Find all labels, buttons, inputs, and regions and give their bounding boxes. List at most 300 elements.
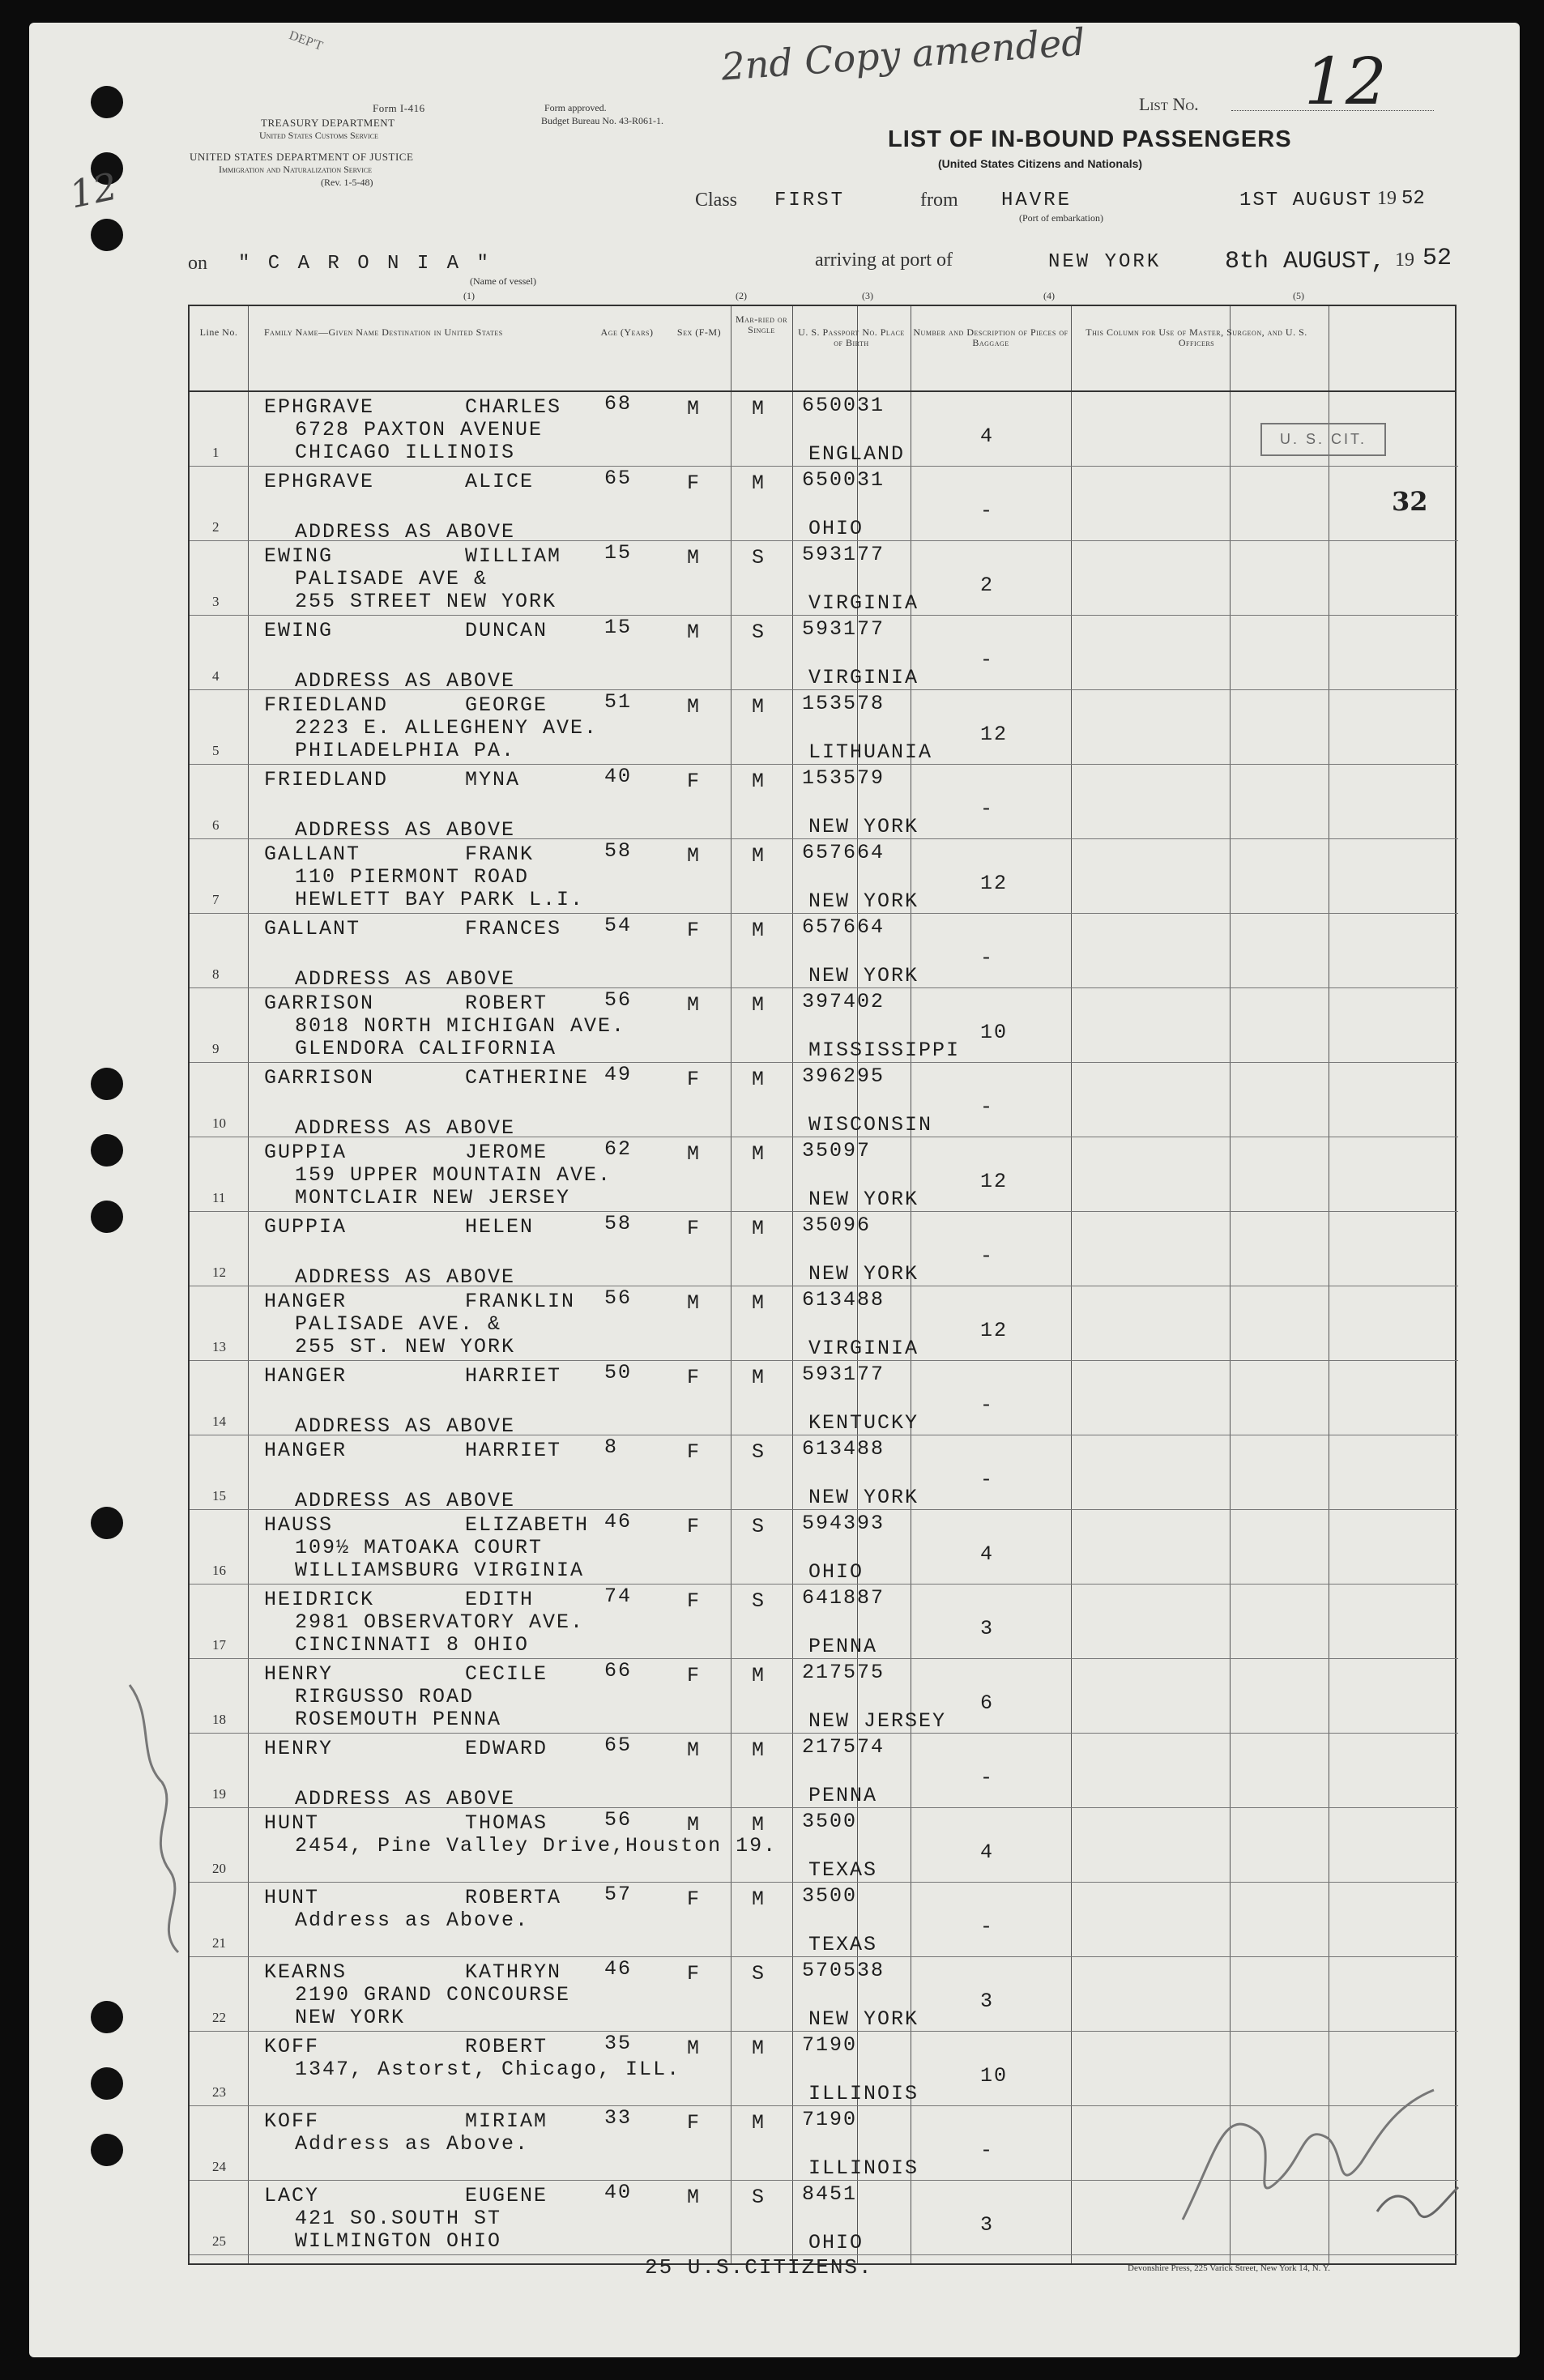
- officer-note: 32: [1392, 486, 1428, 517]
- line-number: 11: [212, 1190, 226, 1205]
- sex: M: [687, 844, 702, 868]
- table-row: [190, 1883, 1458, 1957]
- officer-signature: [1167, 2058, 1474, 2244]
- address-line-2: ADDRESS AS ABOVE: [295, 1414, 516, 1438]
- line-number: 22: [212, 2010, 226, 2025]
- place-of-birth: NEW YORK: [808, 964, 919, 987]
- place-of-birth: MISSISSIPPI: [808, 1039, 961, 1062]
- line-number: 21: [212, 1935, 226, 1951]
- family-name: KEARNS: [264, 1960, 348, 1984]
- punch-hole: [91, 86, 123, 118]
- passport-number: 153579: [802, 766, 885, 790]
- baggage-count: 10: [980, 1021, 1009, 1044]
- address-line-2: GLENDORA CALIFORNIA: [295, 1037, 557, 1060]
- table-row: [190, 988, 1458, 1063]
- address-line-2: ADDRESS AS ABOVE: [295, 818, 516, 842]
- age: 58: [604, 839, 633, 863]
- marital-status: M: [752, 397, 766, 420]
- table-row: [190, 541, 1458, 616]
- age: 65: [604, 1734, 633, 1757]
- baggage-count: 12: [980, 1170, 1009, 1193]
- age: 40: [604, 765, 633, 788]
- age: 46: [604, 1957, 633, 1981]
- punch-hole: [91, 1507, 123, 1539]
- line-number: 13: [212, 1339, 226, 1354]
- header-officers: This Column for Use of Master, Surgeon, and U. S. Officers: [1085, 326, 1307, 348]
- address-line-1: 159 UPPER MOUNTAIN AVE.: [295, 1163, 612, 1187]
- col-num-3: (3): [862, 290, 873, 301]
- table-row: [190, 914, 1458, 991]
- baggage-count: 3: [980, 1990, 995, 2013]
- passport-number: 650031: [802, 468, 885, 492]
- marital-status: M: [752, 1664, 766, 1687]
- arriving-label: arriving at port of: [815, 250, 953, 271]
- marital-status: M: [752, 695, 766, 719]
- passport-number: 657664: [802, 841, 885, 864]
- age: 46: [604, 1510, 633, 1533]
- passport-number: 657664: [802, 915, 885, 939]
- address-line-1: 1347, Astorst, Chicago, ILL.: [295, 2058, 681, 2081]
- age: 56: [604, 1808, 633, 1832]
- vessel-caption: (Name of vessel): [470, 275, 536, 287]
- marital-status: M: [752, 1813, 766, 1836]
- passport-number: 397402: [802, 990, 885, 1013]
- given-name: ALICE: [465, 470, 535, 493]
- line-number: 20: [212, 1861, 226, 1876]
- passport-number: 7190: [802, 2108, 858, 2131]
- passenger-table: [188, 305, 1457, 2265]
- baggage-count: 4: [980, 1542, 995, 1566]
- family-name: FRIEDLAND: [264, 693, 389, 717]
- family-name: GALLANT: [264, 917, 361, 940]
- class-label: Class: [695, 190, 738, 211]
- sex: F: [687, 919, 702, 942]
- age: 50: [604, 1361, 633, 1384]
- family-name: GALLANT: [264, 842, 361, 866]
- address-line-2: ADDRESS AS ABOVE: [295, 1489, 516, 1512]
- marital-status: M: [752, 1068, 766, 1091]
- sex: M: [687, 1291, 702, 1315]
- table-row: [190, 1137, 1458, 1212]
- us-citizen-stamp: U. S. CIT.: [1260, 423, 1386, 456]
- address-line-2: WILMINGTON OHIO: [295, 2229, 502, 2253]
- place-of-birth: NEW YORK: [808, 1262, 919, 1286]
- line-number: 1: [212, 445, 220, 460]
- place-of-birth: ILLINOIS: [808, 2156, 919, 2180]
- corner-mark: DEP'T: [287, 28, 325, 53]
- marital-status: M: [752, 770, 766, 793]
- given-name: FRANKLIN: [465, 1290, 576, 1313]
- marital-status: S: [752, 1440, 766, 1464]
- family-name: HAUSS: [264, 1513, 334, 1537]
- passport-number: 35097: [802, 1139, 872, 1162]
- col-num-5: (5): [1293, 290, 1304, 301]
- age: 15: [604, 616, 633, 639]
- header-baggage: Number and Description of Pieces of Baggage: [913, 326, 1068, 348]
- address-line-1: 8018 NORTH MICHIGAN AVE.: [295, 1014, 626, 1038]
- place-of-birth: OHIO: [808, 1560, 864, 1584]
- handwritten-list-number: 12: [1304, 44, 1387, 119]
- given-name: CATHERINE: [465, 1066, 590, 1090]
- col-num-1: (1): [463, 290, 475, 301]
- address-line-2: ADDRESS AS ABOVE: [295, 1787, 516, 1811]
- page-subtitle: (United States Citizens and Nationals): [938, 157, 1143, 170]
- family-name: EPHGRAVE: [264, 470, 375, 493]
- line-number: 14: [212, 1414, 226, 1429]
- address-line-1: PALISADE AVE &: [295, 567, 488, 591]
- margin-mark: 12: [66, 164, 122, 217]
- line-number: 18: [212, 1712, 226, 1727]
- family-name: GUPPIA: [264, 1215, 348, 1239]
- marital-status: S: [752, 1589, 766, 1613]
- address-line-2: CINCINNATI 8 OHIO: [295, 1633, 530, 1657]
- sex: M: [687, 1738, 702, 1762]
- passport-number: 3500: [802, 1810, 858, 1833]
- address-line-2: ADDRESS AS ABOVE: [295, 967, 516, 991]
- age: 57: [604, 1883, 633, 1906]
- family-name: HANGER: [264, 1364, 348, 1388]
- given-name: JEROME: [465, 1141, 548, 1164]
- table-body: [190, 392, 1458, 2263]
- place-of-birth: PENNA: [808, 1635, 878, 1658]
- sex: F: [687, 770, 702, 793]
- on-label: on: [188, 253, 207, 274]
- table-row: [190, 1957, 1458, 2032]
- punch-hole: [91, 2067, 123, 2100]
- given-name: EDWARD: [465, 1737, 548, 1760]
- printer-imprint: Devonshire Press, 225 Varick Street, New York 14, N. Y.: [1128, 2263, 1331, 2273]
- place-of-birth: WISCONSIN: [808, 1113, 933, 1137]
- marital-status: S: [752, 546, 766, 569]
- sex: F: [687, 471, 702, 495]
- baggage-count: -: [980, 1915, 995, 1939]
- header-married: Mar-ried or Single: [735, 313, 788, 335]
- revision: (Rev. 1-5-48): [321, 177, 373, 188]
- place-of-birth: VIRGINIA: [808, 591, 919, 615]
- address-line-1: 110 PIERMONT ROAD: [295, 865, 530, 889]
- given-name: FRANCES: [465, 917, 562, 940]
- address-line-2: PHILADELPHIA PA.: [295, 739, 516, 762]
- sex: F: [687, 1440, 702, 1464]
- age: 74: [604, 1585, 633, 1608]
- given-name: DUNCAN: [465, 619, 548, 642]
- line-number: 8: [212, 966, 220, 982]
- header-line-no: Line No.: [199, 326, 238, 338]
- family-name: HANGER: [264, 1290, 348, 1313]
- list-no-line: [1231, 110, 1434, 111]
- marital-status: M: [752, 919, 766, 942]
- sex: M: [687, 2037, 702, 2060]
- given-name: FRANK: [465, 842, 535, 866]
- passport-number: 593177: [802, 617, 885, 641]
- baggage-count: 4: [980, 424, 995, 448]
- address-line-2: ADDRESS AS ABOVE: [295, 669, 516, 693]
- place-of-birth: NEW YORK: [808, 889, 919, 913]
- sex: F: [687, 1068, 702, 1091]
- address-line-1: 109½ MATOAKA COURT: [295, 1536, 544, 1559]
- address-line-2: MONTCLAIR NEW JERSEY: [295, 1186, 571, 1209]
- marital-status: M: [752, 993, 766, 1017]
- line-number: 23: [212, 2084, 226, 2100]
- marital-status: M: [752, 1366, 766, 1389]
- family-name: HUNT: [264, 1811, 320, 1835]
- family-name: GARRISON: [264, 992, 375, 1015]
- punch-hole: [91, 1134, 123, 1167]
- place-of-birth: NEW YORK: [808, 1486, 919, 1509]
- line-number: 7: [212, 892, 220, 907]
- line-number: 2: [212, 519, 220, 535]
- given-name: THOMAS: [465, 1811, 548, 1835]
- baggage-count: 12: [980, 1319, 1009, 1342]
- place-of-birth: KENTUCKY: [808, 1411, 919, 1435]
- age: 8: [604, 1435, 619, 1459]
- year-prefix-2: 19: [1395, 250, 1414, 271]
- baggage-count: -: [980, 1468, 995, 1491]
- age: 65: [604, 467, 633, 490]
- given-name: ROBERTA: [465, 1886, 562, 1909]
- passport-number: 7190: [802, 2033, 858, 2057]
- marital-status: S: [752, 1962, 766, 1985]
- age: 56: [604, 1286, 633, 1310]
- list-no-label: List No.: [1139, 94, 1199, 114]
- given-name: HARRIET: [465, 1364, 562, 1388]
- passport-number: 641887: [802, 1586, 885, 1610]
- given-name: ROBERT: [465, 2035, 548, 2058]
- baggage-count: 12: [980, 723, 1009, 746]
- form-number: Form I-416: [373, 102, 425, 114]
- baggage-count: -: [980, 648, 995, 672]
- age: 68: [604, 392, 633, 416]
- passport-number: 35096: [802, 1213, 872, 1237]
- address-line-1: RIRGUSSO ROAD: [295, 1685, 475, 1708]
- age: 33: [604, 2106, 633, 2130]
- table-row: [190, 1510, 1458, 1585]
- line-number: 17: [212, 1637, 226, 1653]
- place-of-birth: OHIO: [808, 517, 864, 540]
- line-number: 6: [212, 817, 220, 833]
- baggage-count: -: [980, 1244, 995, 1268]
- marital-status: S: [752, 2186, 766, 2209]
- marital-status: M: [752, 1738, 766, 1762]
- sex: F: [687, 1366, 702, 1389]
- table-row: [190, 690, 1458, 765]
- sex: F: [687, 2111, 702, 2135]
- sex: M: [687, 993, 702, 1017]
- baggage-count: 10: [980, 2064, 1009, 2088]
- family-name: HEIDRICK: [264, 1588, 375, 1611]
- baggage-count: 6: [980, 1691, 995, 1715]
- family-name: EPHGRAVE: [264, 395, 375, 419]
- passport-number: 570538: [802, 1959, 885, 1982]
- budget-bureau: Budget Bureau No. 43-R061-1.: [541, 115, 663, 126]
- passport-number: 8451: [802, 2182, 858, 2206]
- sex: F: [687, 1589, 702, 1613]
- year-suffix-2: 52: [1422, 245, 1452, 272]
- passport-number: 593177: [802, 1363, 885, 1386]
- baggage-count: -: [980, 946, 995, 970]
- line-number: 4: [212, 668, 220, 684]
- table-row: [190, 616, 1458, 693]
- age: 58: [604, 1212, 633, 1235]
- given-name: EUGENE: [465, 2184, 548, 2207]
- address-line-1: 2454, Pine Valley Drive,Houston 19.: [295, 1834, 778, 1858]
- address-line-2: ADDRESS AS ABOVE: [295, 1116, 516, 1140]
- table-row: [190, 1286, 1458, 1361]
- family-name: GARRISON: [264, 1066, 375, 1090]
- given-name: MYNA: [465, 768, 521, 791]
- table-row: [190, 1808, 1458, 1883]
- address-line-2: WILLIAMSBURG VIRGINIA: [295, 1559, 585, 1582]
- family-name: LACY: [264, 2184, 320, 2207]
- table-row: [190, 1212, 1458, 1289]
- address-line-1: 421 SO.SOUTH ST: [295, 2207, 502, 2230]
- passport-number: 153578: [802, 692, 885, 715]
- baggage-count: -: [980, 1766, 995, 1789]
- sex: M: [687, 1142, 702, 1166]
- marital-status: M: [752, 844, 766, 868]
- sex: M: [687, 546, 702, 569]
- sex: M: [687, 2186, 702, 2209]
- place-of-birth: ENGLAND: [808, 442, 906, 466]
- place-of-birth: PENNA: [808, 1784, 878, 1807]
- address-line-2: HEWLETT BAY PARK L.I.: [295, 888, 585, 911]
- passport-number: 613488: [802, 1437, 885, 1461]
- place-of-birth: OHIO: [808, 2231, 864, 2254]
- address-line-1: 6728 PAXTON AVENUE: [295, 418, 544, 441]
- passport-number: 217575: [802, 1661, 885, 1684]
- line-number: 3: [212, 594, 220, 609]
- family-name: HENRY: [264, 1662, 334, 1686]
- given-name: HARRIET: [465, 1439, 562, 1462]
- place-of-birth: VIRGINIA: [808, 666, 919, 689]
- age: 35: [604, 2032, 633, 2055]
- family-name: HUNT: [264, 1886, 320, 1909]
- marital-status: M: [752, 471, 766, 495]
- age: 40: [604, 2181, 633, 2204]
- punch-hole: [91, 219, 123, 251]
- place-of-birth: TEXAS: [808, 1858, 878, 1882]
- address-line-2: ADDRESS AS ABOVE: [295, 1265, 516, 1289]
- baggage-count: -: [980, 499, 995, 522]
- given-name: HELEN: [465, 1215, 535, 1239]
- baggage-count: -: [980, 797, 995, 821]
- baggage-count: 12: [980, 872, 1009, 895]
- baggage-count: 2: [980, 574, 995, 597]
- line-number: 12: [212, 1265, 226, 1280]
- table-row: [190, 765, 1458, 842]
- line-number: 16: [212, 1563, 226, 1578]
- line-number: 19: [212, 1786, 226, 1802]
- margin-scribble: [122, 1669, 194, 1960]
- given-name: ROBERT: [465, 992, 548, 1015]
- family-name: FRIEDLAND: [264, 768, 389, 791]
- sex: M: [687, 1813, 702, 1836]
- table-row: [190, 1734, 1458, 1811]
- age: 15: [604, 541, 633, 565]
- table-row: [190, 1585, 1458, 1659]
- place-of-birth: ILLINOIS: [808, 2082, 919, 2105]
- treasury-dept: TREASURY DEPARTMENT: [261, 117, 395, 129]
- family-name: GUPPIA: [264, 1141, 348, 1164]
- address-line-1: 2190 GRAND CONCOURSE: [295, 1983, 571, 2007]
- given-name: WILLIAM: [465, 544, 562, 568]
- sex: M: [687, 621, 702, 644]
- passport-number: 650031: [802, 394, 885, 417]
- sex: F: [687, 1664, 702, 1687]
- place-of-birth: VIRGINIA: [808, 1337, 919, 1360]
- family-name: HANGER: [264, 1439, 348, 1462]
- place-of-birth: NEW YORK: [808, 2007, 919, 2031]
- table-row: [190, 1435, 1458, 1510]
- sex: M: [687, 695, 702, 719]
- class-value: FIRST: [774, 190, 846, 211]
- age: 66: [604, 1659, 633, 1683]
- given-name: ELIZABETH: [465, 1513, 590, 1537]
- baggage-count: -: [980, 2139, 995, 2162]
- year-prefix-1: 19: [1377, 188, 1397, 209]
- header-name: Family Name—Given Name Destination in United States: [264, 326, 503, 338]
- handwritten-note: 2nd Copy amended: [719, 19, 1087, 89]
- embark-date: 1ST AUGUST: [1239, 190, 1373, 211]
- table-row: [190, 839, 1458, 914]
- place-of-birth: LITHUANIA: [808, 740, 933, 764]
- given-name: GEORGE: [465, 693, 548, 717]
- age: 54: [604, 914, 633, 937]
- passport-number: 593177: [802, 543, 885, 566]
- line-number: 15: [212, 1488, 226, 1503]
- given-name: CECILE: [465, 1662, 548, 1686]
- arrival-date: 8th AUGUST,: [1225, 248, 1386, 275]
- family-name: KOFF: [264, 2035, 320, 2058]
- vessel-name: " C A R O N I A ": [238, 253, 492, 275]
- table-row: [190, 1659, 1458, 1734]
- sex: F: [687, 1515, 702, 1538]
- age: 56: [604, 988, 633, 1012]
- marital-status: S: [752, 1515, 766, 1538]
- age: 49: [604, 1063, 633, 1086]
- passport-number: 594393: [802, 1512, 885, 1535]
- address-line-2: NEW YORK: [295, 2006, 406, 2029]
- given-name: EDITH: [465, 1588, 535, 1611]
- col-num-4: (4): [1043, 290, 1055, 301]
- family-name: EWING: [264, 544, 334, 568]
- port-of-embarkation: HAVRE: [1001, 190, 1073, 211]
- punch-hole: [91, 2001, 123, 2033]
- age: 51: [604, 690, 633, 714]
- place-of-birth: NEW YORK: [808, 1188, 919, 1211]
- family-name: KOFF: [264, 2109, 320, 2133]
- line-number: 24: [212, 2159, 226, 2174]
- line-number: 10: [212, 1115, 226, 1131]
- line-number: 5: [212, 743, 220, 758]
- marital-status: M: [752, 1887, 766, 1911]
- sex: F: [687, 1962, 702, 1985]
- marital-status: M: [752, 2037, 766, 2060]
- family-name: HENRY: [264, 1737, 334, 1760]
- line-number: 9: [212, 1041, 220, 1056]
- address-line-1: Address as Above.: [295, 2132, 530, 2156]
- passport-number: 217574: [802, 1735, 885, 1759]
- baggage-count: -: [980, 1393, 995, 1417]
- given-name: KATHRYN: [465, 1960, 562, 1984]
- punch-hole: [91, 1068, 123, 1100]
- sex: F: [687, 1887, 702, 1911]
- baggage-count: 3: [980, 1617, 995, 1640]
- marital-status: M: [752, 1142, 766, 1166]
- place-of-birth: NEW YORK: [808, 815, 919, 838]
- passport-number: 613488: [802, 1288, 885, 1312]
- table-row: [190, 1361, 1458, 1438]
